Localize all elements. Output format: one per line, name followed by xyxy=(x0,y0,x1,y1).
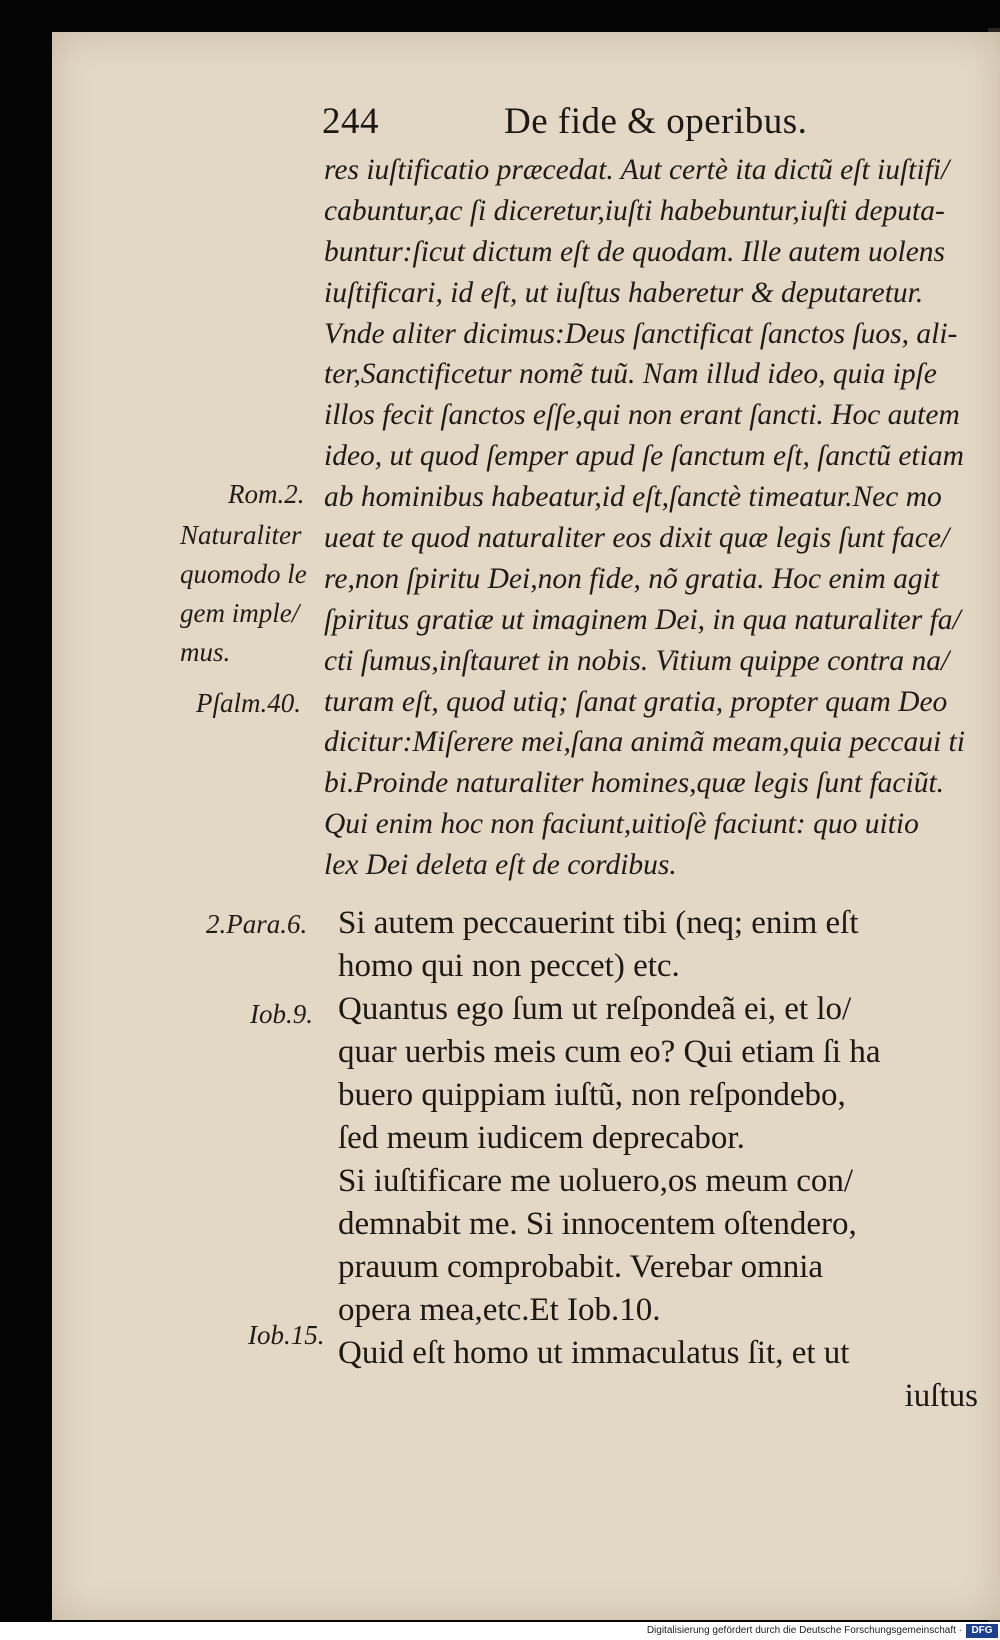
text-line: Vnde aliter dicimus:Deus ſanctificat ſanctos ſuos, ali- xyxy=(324,317,958,350)
text-line: buero quippiam iuſtũ, non reſpondebo, xyxy=(338,1077,846,1113)
text-line: ſpiritus gratiæ ut imaginem Dei, in qua naturaliter fa/ xyxy=(324,603,961,636)
text-line: demnabit me. Si innocentem oſtendero, xyxy=(338,1206,857,1242)
text-line: iuſtus xyxy=(904,1378,978,1414)
text-line: bi.Proinde naturaliter homines,quæ legis ſunt faciũt. xyxy=(324,767,945,800)
margin-note-naturaliter: mus. xyxy=(180,637,231,667)
margin-note-iob9: Iob.9. xyxy=(250,999,313,1029)
text-line: ideo, ut quod ſemper apud ſe ſanctum eſt, ſanctũ etiam xyxy=(324,440,964,473)
scripture-text xyxy=(338,902,978,1418)
text-line: lex Dei deleta eſt de cordibus. xyxy=(324,849,677,882)
text-line: buntur:ſicut dictum eſt de quodam. Ille autem uolens xyxy=(324,235,946,268)
margin-note-rom: Rom.2. xyxy=(228,479,305,509)
text-line: prauum comprobabit. Verebar omnia xyxy=(338,1249,824,1285)
text-line: Quantus ego ſum ut reſpondeã ei, et lo/ xyxy=(338,991,852,1027)
running-title: De fide & operibus. xyxy=(504,101,808,142)
commentary-text xyxy=(324,150,974,886)
text-line: ſed meum iudicem deprecabor. xyxy=(338,1120,745,1156)
text-line: ter,Sanctificetur nomẽ tuũ. Nam illud ideo, quia ipſe xyxy=(324,358,937,391)
text-line: ab hominibus habeatur,id eſt,ſanctè timeatur.Nec mo xyxy=(324,481,942,514)
text-line: homo qui non peccet) etc. xyxy=(338,948,680,984)
text-line: Si autem peccauerint tibi (neq; enim eſt xyxy=(338,905,859,941)
dfg-logo-icon: DFG xyxy=(966,1624,998,1638)
text-line: illos fecit ſanctos eſſe,qui non erant ſancti. Hoc autem xyxy=(324,399,960,432)
text-line: opera mea,etc.Et Iob.10. xyxy=(338,1292,661,1328)
text-line: Qui enim hoc non faciunt,uitioſè faciunt: quo uitio xyxy=(324,808,919,841)
page-number: 244 xyxy=(322,101,379,142)
margin-note-naturaliter: quomodo le xyxy=(180,559,307,589)
text-line: cti ſumus,inſtauret in nobis. Vitium quippe contra na/ xyxy=(324,644,950,677)
margin-note-para: 2.Para.6. xyxy=(206,909,308,939)
page-header xyxy=(322,100,962,146)
text-line: cabuntur,ac ſi diceretur,iuſti habebuntur,iuſti deputa- xyxy=(324,194,945,227)
footer-credit: Digitalisierung gefördert durch die Deutsche Forschungsgemeinschaft · xyxy=(646,1625,962,1636)
text-line: re,non ſpiritu Dei,non fide, nõ gratia. Hoc enim agit xyxy=(324,562,940,595)
margin-note-iob15: Iob.15. xyxy=(248,1320,325,1350)
text-line: Si iuſtificare me uoluero,os meum con/ xyxy=(338,1163,854,1199)
text-line: iuſtificari, id eſt, ut iuſtus haberetur & deputaretur. xyxy=(324,276,924,309)
margin-note-naturaliter: gem imple/ xyxy=(180,598,300,628)
text-line: ueat te quod naturaliter eos dixit quæ legis ſunt face/ xyxy=(324,522,950,555)
text-line: res iuſtificatio præcedat. Aut certè ita dictũ eſt iuſtifi/ xyxy=(324,154,950,186)
text-line: turam eſt, quod utiq; ſanat gratia, propter quam Deo xyxy=(324,685,948,718)
margin-note-naturaliter: Naturaliter xyxy=(180,520,302,550)
text-line: Quid eſt homo ut immaculatus ſit, et ut xyxy=(338,1335,850,1371)
text-line: dicitur:Miſerere mei,ſana animã meam,quia peccaui ti xyxy=(324,726,965,759)
text-line: quar uerbis meis cum eo? Qui etiam ſi ha xyxy=(338,1034,881,1070)
margin-note-psalm: Pſalm.40. xyxy=(196,688,301,718)
